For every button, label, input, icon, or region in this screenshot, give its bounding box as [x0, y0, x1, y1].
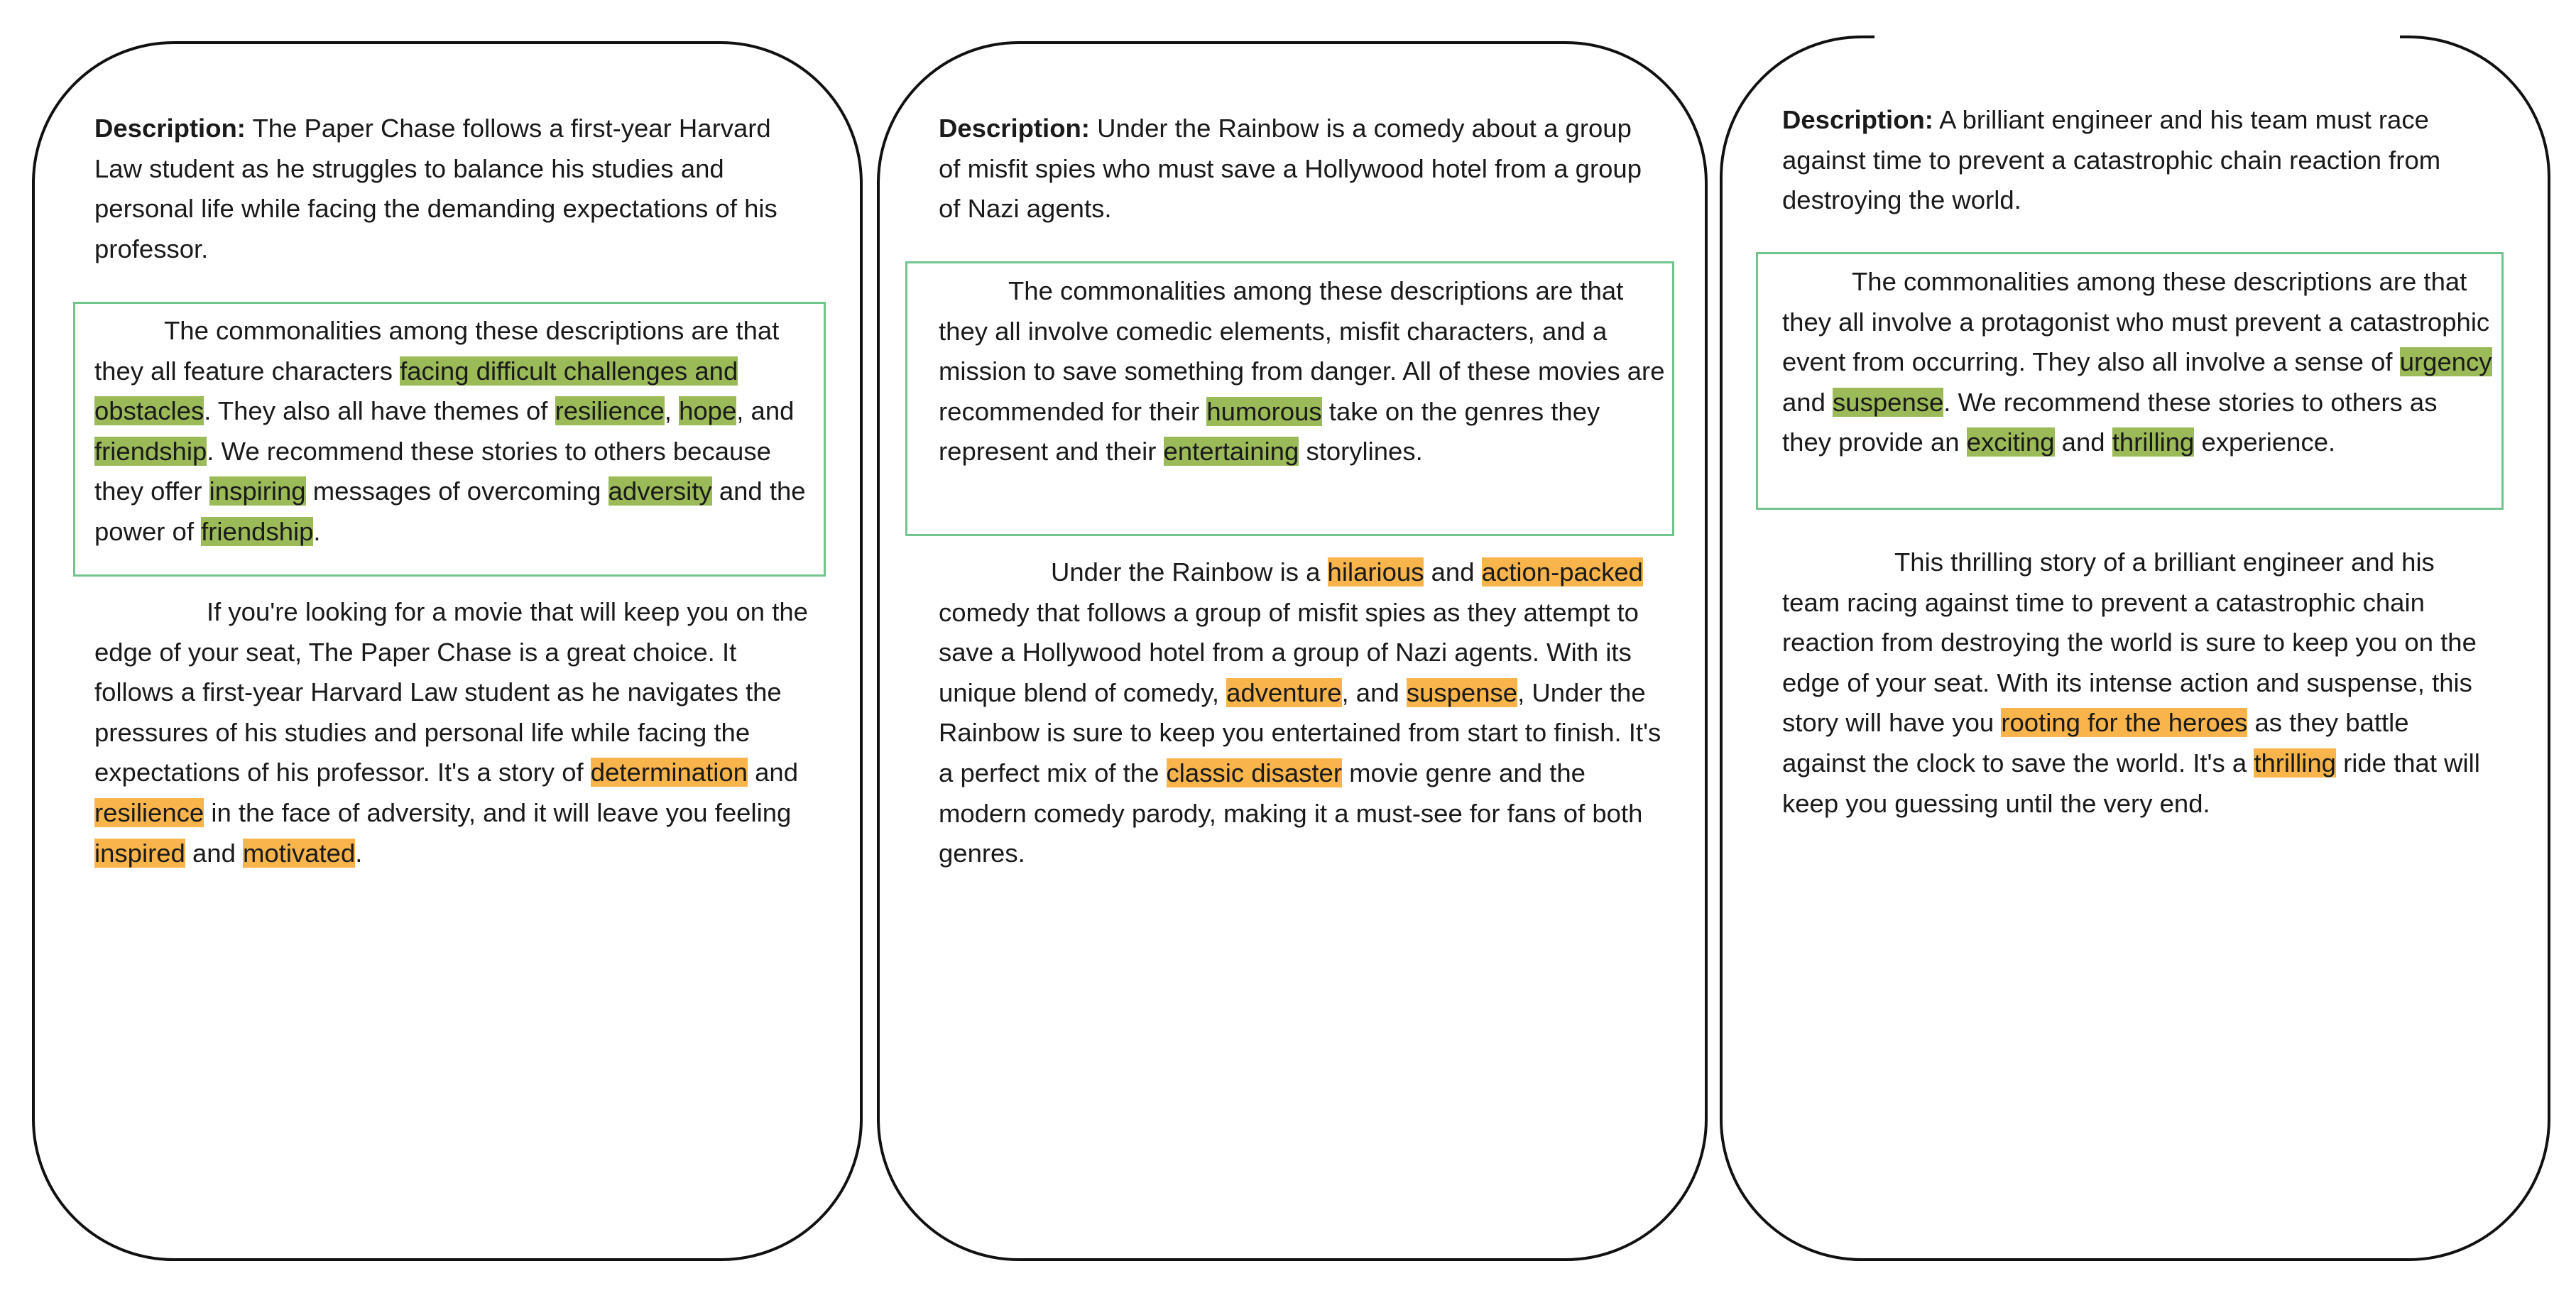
highlight-orange: thrilling [2254, 748, 2336, 778]
highlight-green: hope [679, 396, 737, 426]
highlight-orange: hilarious [1327, 557, 1424, 587]
highlight-orange: resilience [94, 797, 204, 827]
highlight-green: inspiring [209, 476, 306, 506]
description-chain-reaction [1782, 100, 2499, 221]
description-label: Description: [1782, 105, 1933, 134]
summary-chain-reaction: The commonalities among these descriptions are that they all involve a protagonist who must prevent a catastrophic event from occurring. They also all involve a sense of urgency and suspense. We recommend these stories to others as they provide an exciting and thrilling experience. [1782, 267, 2492, 457]
highlight-orange: determination [590, 758, 748, 787]
highlight-green: humorous [1206, 396, 1322, 426]
highlight-green: friendship [94, 436, 207, 466]
highlight-green: friendship [201, 516, 314, 546]
card-frame-gap [1874, 28, 2400, 41]
description-text: Under the Rainbow is a comedy about a group of misfit spies who must save a Hollywood hotel from a group of Nazi agents. [939, 114, 1642, 224]
highlight-green: exciting [1966, 427, 2055, 457]
highlight-orange: adventure [1226, 677, 1342, 707]
highlight-green: urgency [2399, 347, 2492, 377]
description-paper-chase [94, 109, 819, 269]
summary-under-the-rainbow: The commonalities among these descriptions are that they all involve comedic elements, misfit characters, and a mission to save something from danger. All of these movies are recommended for their humorous take on the genres they represent and their entertaining storylines. [939, 276, 1665, 467]
description-label: Description: [94, 114, 246, 143]
description-text: A brilliant engineer and his team must race against time to prevent a catastrophic chain reaction from destroying the world. [1782, 105, 2441, 215]
description-text: The Paper Chase follows a first-year Harvard Law student as he struggles to balance his studies and personal life while facing the demanding expectations of his professor. [94, 114, 777, 263]
description-under-the-rainbow [939, 109, 1656, 229]
pitch-under-the-rainbow: Under the Rainbow is a hilarious and action-packed comedy that follows a group of misfit spies as they attempt to save a Hollywood hotel from a group of Nazi agents. With its unique blend of comedy, adventure, and suspense, Under the Rainbow is sure to keep you entertained from start to finish. It's a perfect mix of the classic disaster movie genre and the modern comedy parody, making it a must-see for fans of both genres. [939, 557, 1661, 868]
highlight-green: entertaining [1163, 437, 1299, 467]
highlight-orange: action-packed [1481, 557, 1643, 587]
description-label: Description: [939, 114, 1090, 143]
highlight-orange: classic disaster [1166, 758, 1343, 787]
highlight-green: suspense [1833, 387, 1944, 417]
pitch-paper-chase: If you're looking for a movie that will keep you on the edge of your seat, The Paper Chase is a great choice. It follows a first-year Harvard Law student as he navigates the pressures of his studies and personal life while facing the expectations of his professor. It's a story of determination and resilience in the face of adversity, and it will leave you feeling inspired and motivated. [94, 597, 808, 868]
highlight-green: resilience [555, 396, 665, 426]
highlight-green: adversity [608, 476, 712, 506]
highlight-green: facing difficult challenges and obstacles [94, 356, 738, 426]
summary-paper-chase: The commonalities among these descriptions are that they all feature characters facing difficult challenges and obstacles. They also all have themes of resilience, hope, and friendship. We recommend these stories to others because they offer inspiring messages of overcoming adversity and the power of friendship. [94, 316, 806, 546]
highlight-orange: motivated [243, 838, 356, 868]
pitch-chain-reaction: This thrilling story of a brilliant engineer and his team racing against time to prevent a catastrophic chain reaction from destroying the world is sure to keep you on the edge of your seat. With its intense action and suspense, this story will have you rooting for the heroes as they battle against the clock to save the world. It's a thrilling ride that will keep you guessing until the very end. [1782, 547, 2480, 818]
highlight-orange: rooting for the heroes [2001, 708, 2248, 738]
highlight-green: thrilling [2112, 427, 2195, 457]
highlight-orange: inspired [94, 838, 185, 868]
highlight-orange: suspense [1406, 677, 1518, 707]
